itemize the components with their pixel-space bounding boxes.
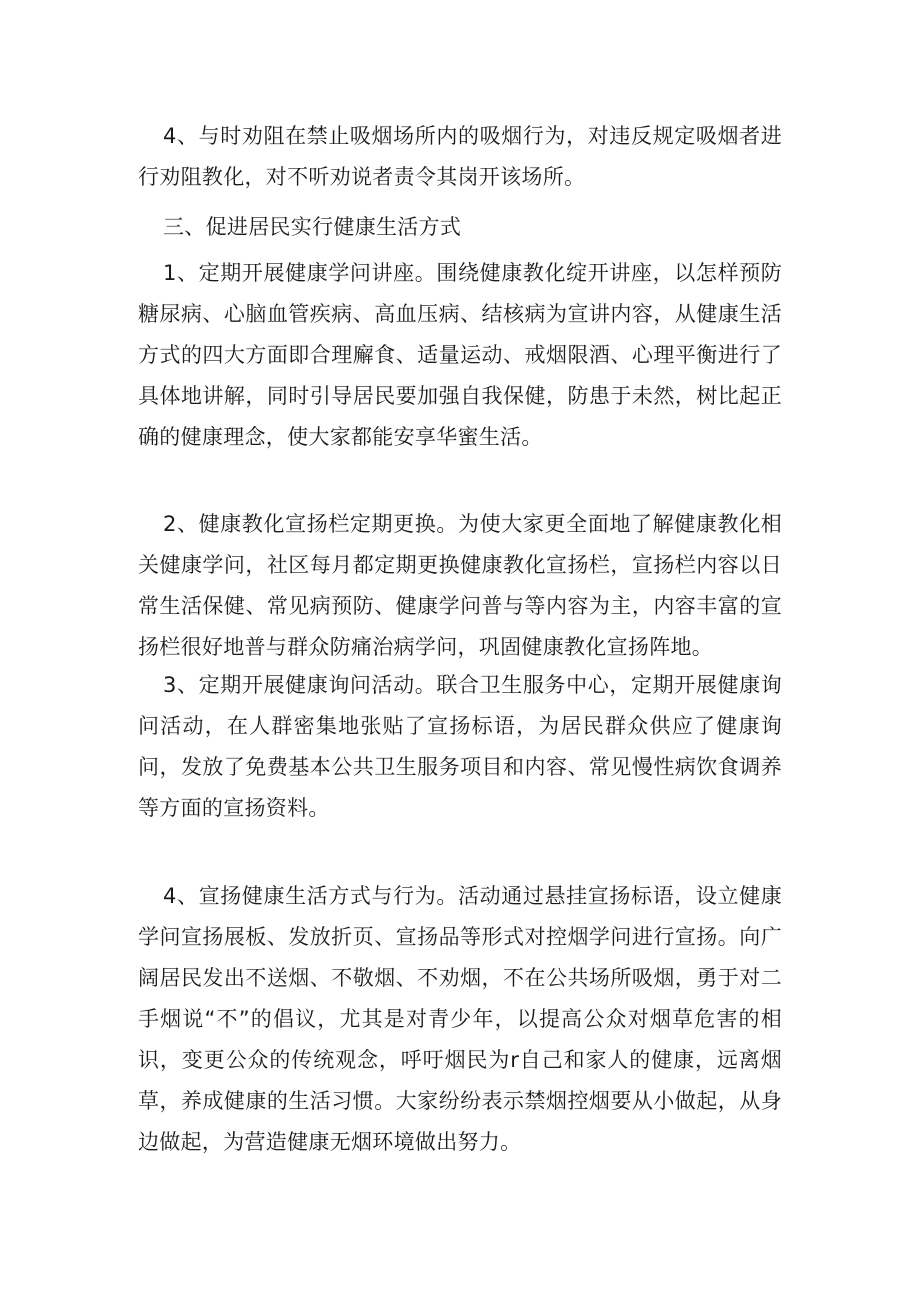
- paragraph-health-consultation: 3、定期开展健康询问活动。联合卫生服务中心，定期开展健康询问活动，在人群密集地张贴了宣扬标语，为居民群众供应了健康询问，发放了免费基本公共卫生服务项目和内容、常见慢性病饮食调养等方面的宣扬资料。: [138, 673, 782, 820]
- paragraph-smoking-dissuasion: 4、与时劝阻在禁止吸烟场所内的吸烟行为，对违反规定吸烟者进行劝阻教化，对不听劝说者责令其岗开该场所。: [138, 124, 782, 189]
- paragraph-health-lectures: 1、定期开展健康学问讲座。围绕健康教化绽开讲座，以怎样预防糖尿病、心脑血管疾病、高血压病、结核病为宣讲内容，从健康生活方式的四大方面即合理廨食、适量运动、戒烟限酒、心理平衡进行了具体地讲解，同时引导居民要加强自我保健，防患于未然，树比起正确的健康理念，使大家都能安享华蜜生活。: [138, 261, 782, 449]
- paragraph-bulletin-board: 2、健康教化宣扬栏定期更换。为使大家更全面地了解健康教化相关健康学问，社区每月都定期更换健康教化宣扬栏，宣扬栏内容以日常生活保健、常见病预防、健康学问普与等内容为主，内容丰富的宣扬栏很好地普与群众防痛治病学问，巩固健康教化宣扬阵地。: [138, 512, 782, 659]
- section-heading: 三、促进居民实行健康生活方式: [163, 215, 462, 239]
- paragraph-healthy-lifestyle-promotion: 4、宣扬健康生活方式与行为。活动通过悬挂宣扬标语，设立健康学问宣扬展板、发放折页、宣扬品等形式对控烟学问进行宣扬。向广阔居民发出不送烟、不敬烟、不劝烟，不在公共场所吸烟，勇于对二手烟说“不”的倡议，尤其是对青少年，以提高公众对烟草危害的相识，变更公众的传统观念，呼吁烟民为r自己和家人的健康，远离烟草，养成健康的生活习惯。大家纷纷表示禁烟控烟要从小做起，从身边做起，为营造健康无烟环境做出努力。: [138, 884, 782, 1154]
